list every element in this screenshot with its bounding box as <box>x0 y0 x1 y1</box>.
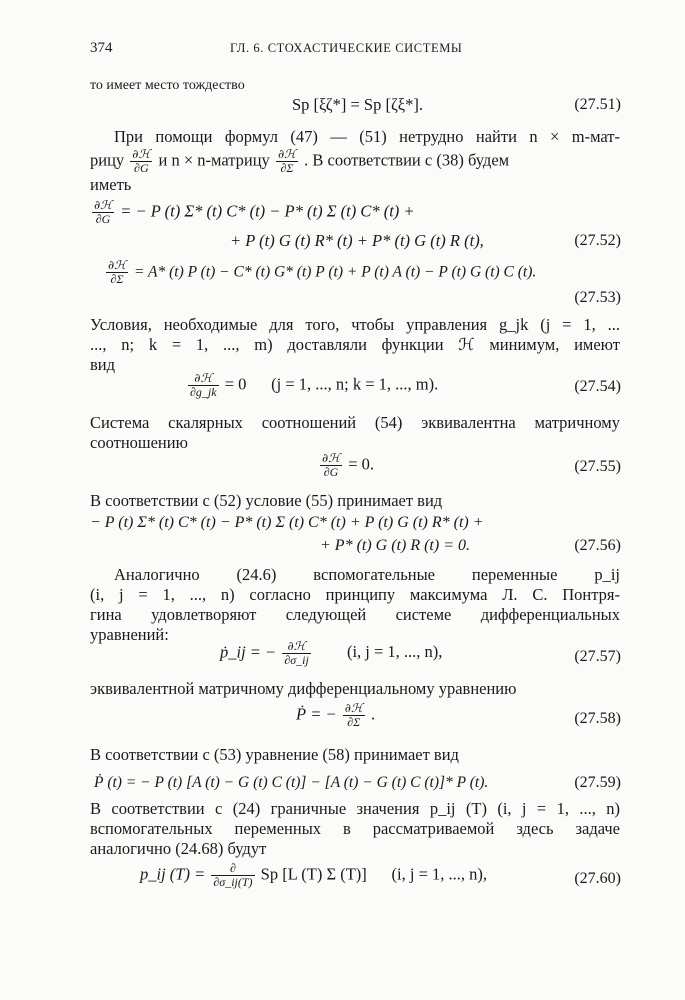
text-line: В соответствии с (24) граничные значения p_ij (T) (i, j = 1, ..., n) <box>90 799 620 818</box>
equation-number: (27.58) <box>574 710 621 727</box>
equation-27-53: $\frac{\text{∂ℋ}}{\partial\Sigma}$ = A* (t) P (t) − C* (t) G* (t) P (t) + P (t) A (t) − P (t) G (t) C (t). <box>108 258 537 287</box>
equation-27-54: $\frac{\text{∂ℋ}}{\partial g\_jk}$ = 0 (j = 1, ..., n; k = 1, ..., m). <box>190 371 439 400</box>
text-line: иметь <box>90 175 132 194</box>
fraction-dH-dG: $\frac{\text{∂ℋ}}{\partial G}$ <box>94 198 113 227</box>
running-header <box>90 40 620 60</box>
equation-number: (27.53) <box>574 289 621 306</box>
text-line: (i, j = 1, ..., n) согласно принципу максимума Л. С. Понтря- <box>90 585 620 604</box>
equation-number: (27.56) <box>574 537 621 554</box>
equation-number: (27.51) <box>574 96 621 113</box>
fraction-d-dsigma-ijT: $\frac{\partial}{\partial\sigma\_ij(T)}$ <box>213 861 253 890</box>
equation-number: (27.59) <box>574 774 621 791</box>
equation-27-59: Ṗ (t) = − P (t) [A (t) − G (t) C (t)] − [A (t) − G (t) C (t)]* P (t). <box>94 774 489 791</box>
equation-27-51: Sp [ξζ*] = Sp [ζξ*]. <box>292 95 424 114</box>
text-line: В соответствии с (53) уравнение (58) принимает вид <box>90 745 459 764</box>
text-line: Условия, необходимые для того, чтобы управления g_jk (j = 1, ... <box>90 315 620 334</box>
text-line: уравнений: <box>90 625 169 644</box>
text-line: соотношению <box>90 433 188 452</box>
text-line: эквивалентной матричному дифференциальному уравнению <box>90 679 517 698</box>
fraction-dH-dgjk: $\frac{\text{∂ℋ}}{\partial g\_jk}$ <box>190 371 217 400</box>
text-line: вспомогательных переменных в рассматриваемой здесь задаче <box>90 819 620 838</box>
fraction-dH-dsigma-ij: $\frac{\text{∂ℋ}}{\partial\sigma\_ij}$ <box>284 639 309 668</box>
equation-27-56-part2: + P* (t) G (t) R (t) = 0. <box>320 537 470 554</box>
text-line: рицу $\frac{\text{∂ℋ}}{\partial G}$ и n × n-матрицу $\frac{\text{∂ℋ}}{\partial\Sigma}$ . В соответствии с (38) будем <box>90 147 510 176</box>
equation-27-56-part1: − P (t) Σ* (t) C* (t) − P* (t) Σ (t) C* (t) + P (t) G (t) R* (t) + <box>90 514 484 531</box>
equation-number: (27.60) <box>574 870 621 887</box>
page-number: 374 <box>90 40 113 56</box>
fraction-dH-dG: $\frac{\text{∂ℋ}}{\partial G}$ <box>132 147 151 176</box>
text-line: вид <box>90 355 116 374</box>
text-line: ..., n; k = 1, ..., m) доставляли функции ℋ минимум, имеют <box>90 335 620 354</box>
equation-number: (27.55) <box>574 458 621 475</box>
equation-27-55: $\frac{\text{∂ℋ}}{\partial G}$ = 0. <box>322 451 375 480</box>
equation-27-52-part2: + P (t) G (t) R* (t) + P* (t) G (t) R (t), <box>230 231 484 250</box>
text-line: то имеет место тождество <box>90 78 245 93</box>
text-line: Система скалярных соотношений (54) эквивалентна матричному <box>90 413 620 432</box>
equation-number: (27.52) <box>574 232 621 249</box>
text-line: аналогично (24.68) будут <box>90 839 267 858</box>
equation-27-52-part1: $\frac{\text{∂ℋ}}{\partial G}$ = − P (t) Σ* (t) C* (t) − P* (t) Σ (t) C* (t) + <box>94 198 415 227</box>
running-title: ГЛ. 6. СТОХАСТИЧЕСКИЕ СИСТЕМЫ <box>230 41 463 55</box>
text-line: Аналогично (24.6) вспомогательные переменные p_ij <box>114 565 620 584</box>
fraction-dH-dSigma: $\frac{\text{∂ℋ}}{\partial\Sigma}$ <box>108 258 127 287</box>
text-line: В соответствии с (52) условие (55) принимает вид <box>90 491 443 510</box>
equation-number: (27.54) <box>574 378 621 395</box>
fraction-dH-dSigma: $\frac{\text{∂ℋ}}{\partial\Sigma}$ <box>344 701 363 730</box>
equation-number: (27.57) <box>574 648 621 665</box>
text-line: гина удовлетворяют следующей системе дифференциальных <box>90 605 620 624</box>
equation-27-58: Ṗ = − $\frac{\text{∂ℋ}}{\partial\Sigma}$ . <box>296 701 376 730</box>
fraction-dH-dSigma: $\frac{\text{∂ℋ}}{\partial\Sigma}$ <box>277 147 297 176</box>
fraction-dH-dG: $\frac{\text{∂ℋ}}{\partial G}$ <box>322 451 341 480</box>
equation-27-57: ṗ_ij = − $\frac{\text{∂ℋ}}{\partial\sigma\_ij}$ (i, j = 1, ..., n), <box>220 639 443 668</box>
equation-27-60: p_ij (T) = $\frac{\partial}{\partial\sigma\_ij(T)}$ Sp [L (T) Σ (T)] (i, j = 1, ..., n), <box>140 861 487 890</box>
text-line: При помощи формул (47) — (51) нетрудно найти n × m-мат- <box>114 127 620 146</box>
